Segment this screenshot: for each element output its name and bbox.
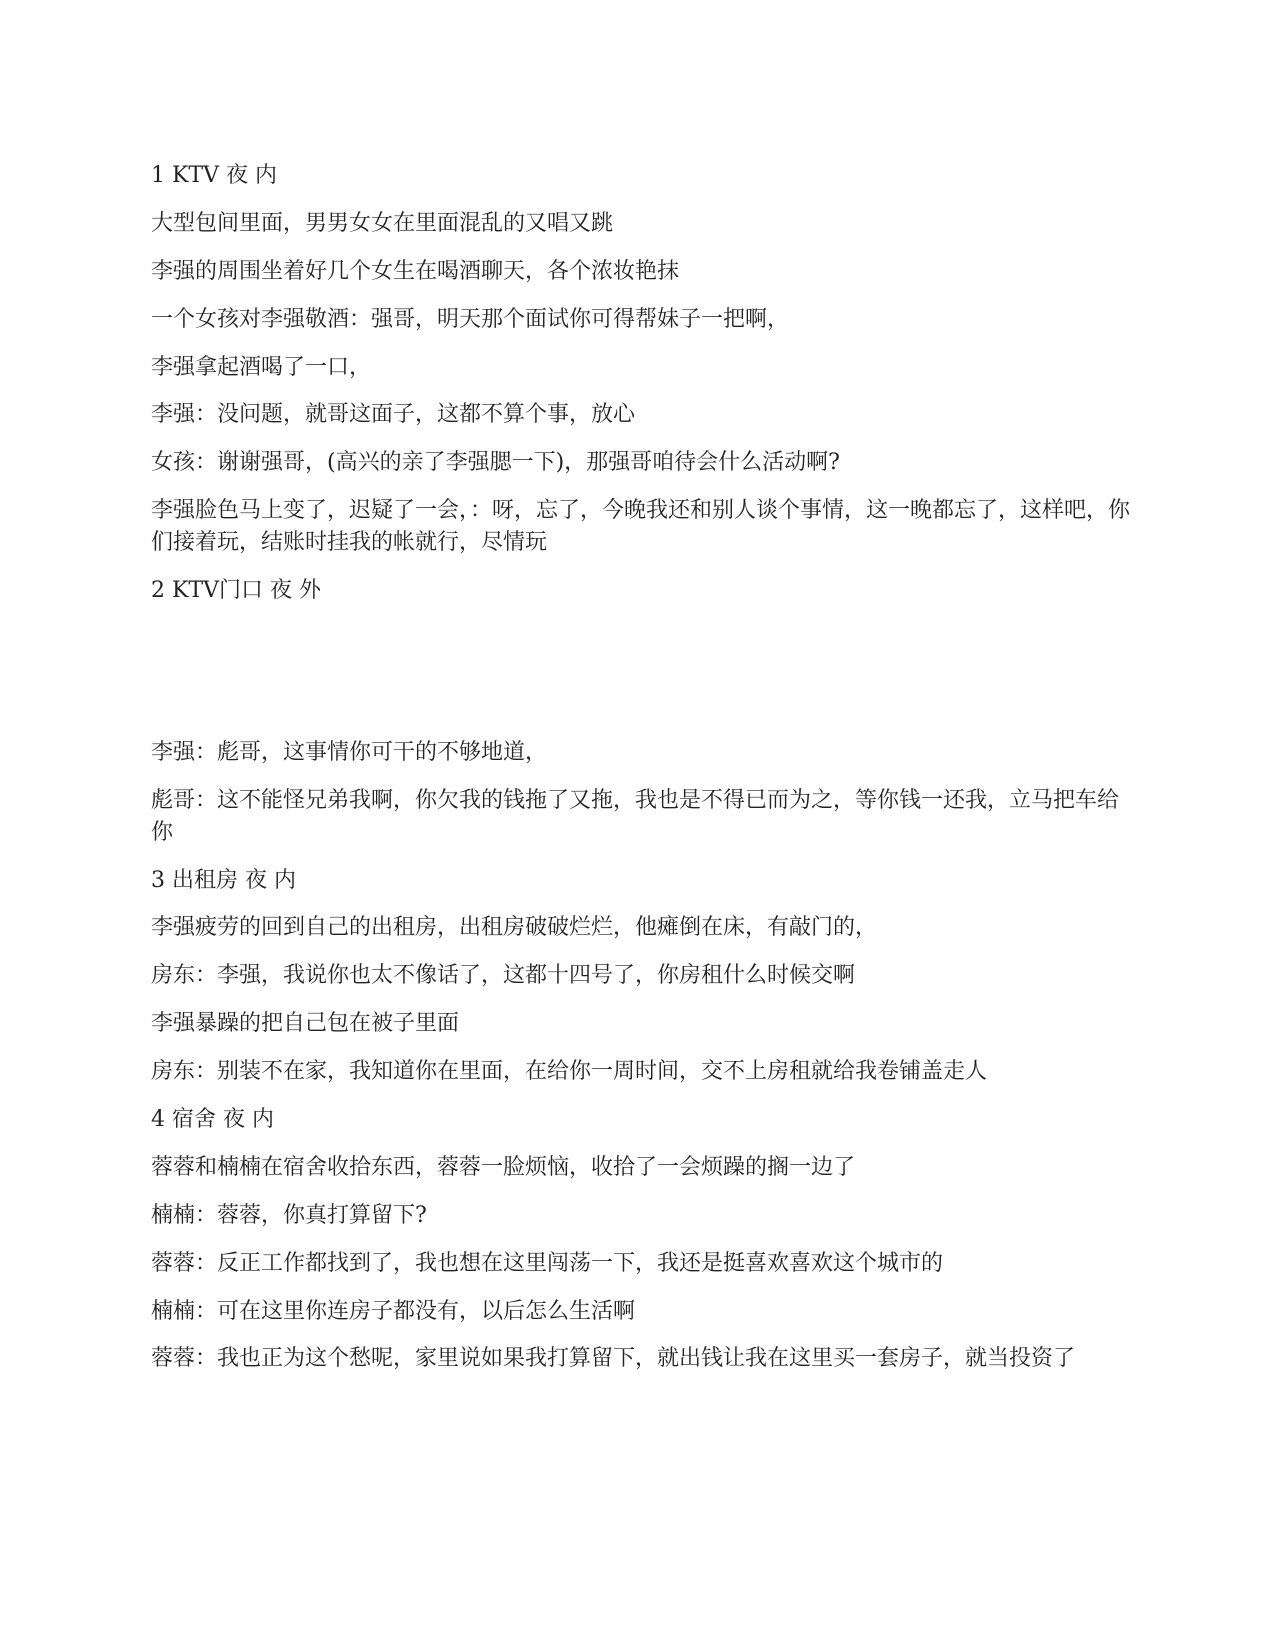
scene-heading: 1 KTV 夜 内 <box>151 163 277 188</box>
scene-heading: 2 KTV门口 夜 外 <box>151 578 321 604</box>
paragraph: 蓉蓉：反正工作都找到了，我也想在这里闯荡一下，我还是挺喜欢喜欢这个城市的 <box>151 1250 944 1276</box>
paragraph: 楠楠：可在这里你连房子都没有，以后怎么生活啊 <box>151 1298 636 1324</box>
paragraph: 女孩：谢谢强哥，(高兴的亲了李强腮一下)，那强哥咱待会什么活动啊? <box>151 450 840 476</box>
paragraph: 李强疲劳的回到自己的出租房，出租房破破烂烂，他瘫倒在床，有敲门的， <box>151 915 878 941</box>
paragraph: 李强脸色马上变了，迟疑了一会，：呀，忘了，今晚我还和别人谈个事情，这一晚都忘了，这样吧，你们接着玩，结账时挂我的帐就行，尽情玩 <box>151 498 1131 556</box>
paragraph: 蓉蓉：我也正为这个愁呢，家里说如果我打算留下，就出钱让我在这里买一套房子，就当投资了 <box>151 1346 1076 1372</box>
paragraph: 李强暴躁的把自己包在被子里面 <box>151 1011 460 1037</box>
blank-gap <box>151 623 1136 737</box>
paragraph: 蓉蓉和楠楠在宿舍收拾东西，蓉蓉一脸烦恼，收拾了一会烦躁的搁一边了 <box>151 1154 856 1180</box>
document-body <box>151 160 1136 1391</box>
scene-heading: 3 出租房 夜 内 <box>151 867 296 893</box>
paragraph: 一个女孩对李强敬酒：强哥，明天那个面试你可得帮妹子一把啊， <box>151 306 790 332</box>
paragraph: 李强：没问题，就哥这面子，这都不算个事，放心 <box>151 402 636 428</box>
paragraph: 楠楠：蓉蓉，你真打算留下? <box>151 1202 427 1228</box>
paragraph: 房东：别装不在家，我知道你在里面，在给你一周时间，交不上房租就给我卷铺盖走人 <box>151 1059 988 1085</box>
paragraph: 李强拿起酒喝了一口， <box>151 354 372 380</box>
scene-heading: 4 宿舍 夜 内 <box>151 1107 274 1133</box>
paragraph: 大型包间里面，男男女女在里面混乱的又唱又跳 <box>151 210 614 236</box>
paragraph: 李强的周围坐着好几个女生在喝酒聊天，各个浓妆艳抹 <box>151 258 680 284</box>
paragraph: 房东：李强，我说你也太不像话了，这都十四号了，你房租什么时候交啊 <box>151 963 856 989</box>
paragraph: 李强：彪哥，这事情你可干的不够地道， <box>151 739 548 765</box>
paragraph: 彪哥：这不能怪兄弟我啊，你欠我的钱拖了又拖，我也是不得已而为之，等你钱一还我，立马把车给你 <box>151 787 1120 845</box>
